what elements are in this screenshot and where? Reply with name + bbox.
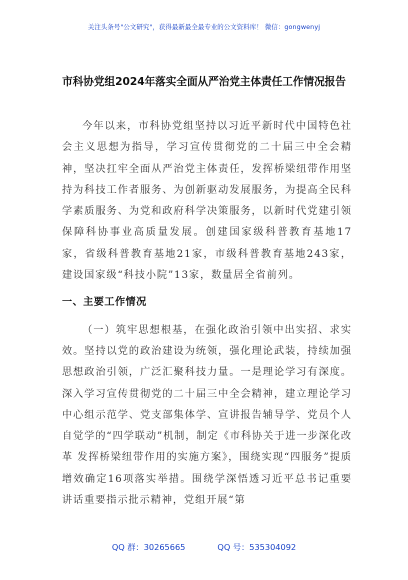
document-body [62, 116, 352, 511]
footer-qq-group: QQ 群：30265665 [111, 542, 186, 552]
section-paragraph: （一）筑牢思想根基，在强化政治引领中出实招、求实效。坚持以党的政治建设为统领，强化理论武装，持续加强思想政治引领，广泛汇聚科技力量。一是理论学习有深度。深入学习宣传贯彻党的二十届三中全会精神，建立理论学习中心组示范学、党支部集体学、宣讲报告辅导学、党员个人自觉学的“四学联动”机制，制定《市科协关于进一步深化改革 发挥桥梁纽带作用的实施方案》，围绕实现“四服务”提质增效确定16项落实举措。围绕学深悟透习近平总书记重要讲话重要指示批示精神，党组开展“第 [62, 324, 352, 507]
footer [0, 542, 408, 553]
intro-paragraph: 今年以来，市科协党组坚持以习近平新时代中国特色社会主义思想为指导，学习宣传贯彻党的二十届三中全会精神，坚决扛牢全面从严治党主体责任，发挥桥梁纽带作用坚持为科技工作者服务、为创新驱动发展服务，为提高全民科学素质服务、为党和政府科学决策服务，以新时代党建引领保障科协事业高质量发展。创建国家级科普教育基地17家，省级科普教育基地21家，市级科普教育基地243家，建设国家级“科技小院”13家，数量居全省前列。 [62, 121, 352, 282]
footer-qq-number: QQ 号：535304092 [217, 542, 297, 552]
header-banner: 关注头条号"公文研究"，获得最新最全最专业的公文资料库！ 微信：gongwenyj [87, 23, 321, 31]
section-heading: 一、主要工作情况 [62, 297, 147, 309]
document-title: 市科协党组2024年落实全面从严治党主体责任工作情况报告 [62, 76, 346, 88]
